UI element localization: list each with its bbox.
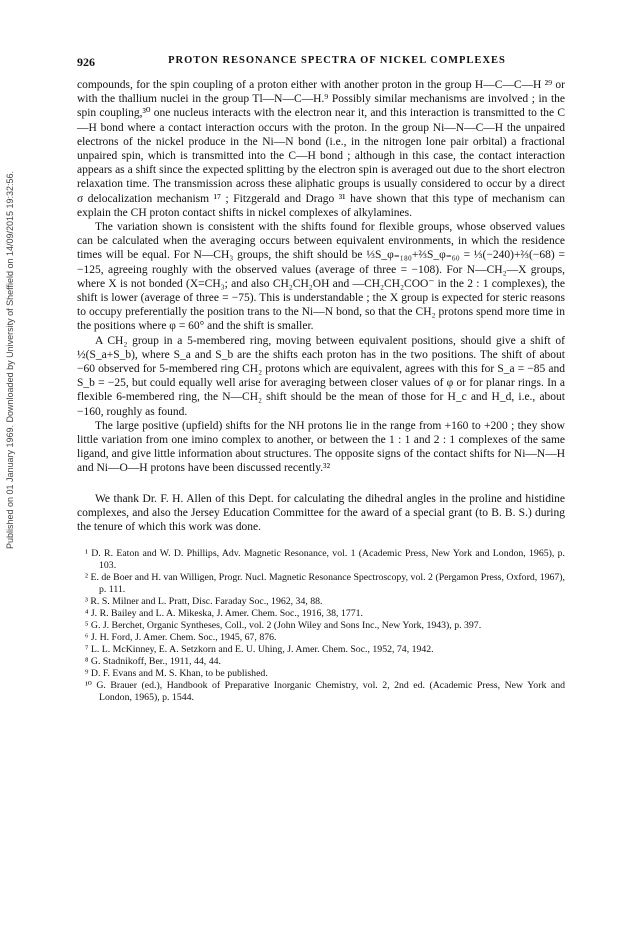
reference-item: ² E. de Boer and H. van Willigen, Progr. Nucl. Magnetic Resonance Spectroscopy, vol. 2 (Pergamon Press, Oxford, 1967), p. 111. — [85, 572, 565, 596]
reference-list — [77, 548, 565, 704]
page-header — [77, 55, 565, 70]
reference-item: ⁵ G. J. Berchet, Organic Syntheses, Coll., vol. 2 (John Wiley and Sons Inc., New York, 1943), p. 397. — [85, 620, 482, 632]
reference-item: ³ R. S. Milner and L. Pratt, Disc. Faraday Soc., 1962, 34, 88. — [85, 596, 323, 608]
reference-item: ⁷ L. L. McKinney, E. A. Setzkorn and E. U. Uhing, J. Amer. Chem. Soc., 1952, 74, 1942. — [85, 644, 434, 656]
page-number: 926 — [77, 55, 95, 69]
paragraph-ring: A CH₂ group in a 5-membered ring, moving between equivalent positions, should give a shift of ½(S_a+S_b), where S_a and S_b are the shifts each proton has in the two positions. The shift of about −60 observed for 5-membered ring CH₂ protons which are equivalent, agrees with this for S_a = −85 and S_b = −25, but could equally well arise for averaging between closer values of φ or for planar rings. In a flexible 6-membered ring, the N—CH₂ shift should be the mean of those for H_c and H_d, i.e., about −160, roughly as found. — [77, 334, 565, 418]
reference-item: ¹ D. R. Eaton and W. D. Phillips, Adv. Magnetic Resonance, vol. 1 (Academic Press, New York and London, 1965), p. 103. — [85, 548, 565, 572]
reference-item: ⁸ G. Stadnikoff, Ber., 1911, 44, 44. — [85, 656, 221, 668]
reference-item: ¹⁰ G. Brauer (ed.), Handbook of Preparative Inorganic Chemistry, vol. 2, 2nd ed. (Academic Press, New York and London, 1965), p. 1544. — [85, 680, 565, 704]
paragraph-variation: The variation shown is consistent with the shifts found for flexible groups, whose observed values can be calculated when the averaging occurs between equivalent environments, in which the residence times will be equal. For N—CH₃ groups, the shift should be ⅓S_φ₌₁₈₀+⅔S_φ₌₆₀ = ⅓(−240)+⅔(−68) = −125, agreeing roughly with the observed values (average of three = −108). For N—CH₂—X groups, where X is not bonded (X=CH₃; and also CH₂CH₂OH and —CH₂CH₂COO⁻ in the 2 : 1 complexes), the shift is lower (average of three = −75). This is understandable ; the X group is expected for steric reasons to occupy preferentially the position trans to the Ni—N bond, so that the CH₂ protons spend more time in the positions where φ = 60° and the shift is smaller. — [77, 221, 565, 333]
download-notice-text: Published on 01 January 1969. Downloaded by University of Sheffield on 14/09/2015 19:32:56. — [5, 170, 15, 550]
acknowledgements: We thank Dr. F. H. Allen of this Dept. for calculating the dihedral angles in the proline and histidine complexes, and also the Jersey Education Committee for the award of a special grant (to B. B. S.) during the tenure of which this work was done. — [77, 492, 565, 534]
paragraph-nh-shifts: The large positive (upfield) shifts for the NH protons lie in the range from +160 to +200 ; they show little variation from one imino complex to another, or between the 1 : 1 and 2 : 1 complexes of the same ligand, and give little information about structures. The opposite signs of the contact shifts for Ni—N—H and Ni—O—H protons have been discussed recently.³² — [77, 419, 565, 475]
reference-item: ⁹ D. F. Evans and M. S. Khan, to be published. — [85, 668, 268, 680]
body-text — [77, 78, 565, 534]
running-title: PROTON RESONANCE SPECTRA OF NICKEL COMPLEXES — [168, 55, 506, 66]
paragraph-continued: compounds, for the spin coupling of a proton either with another proton in the group H—C—C—H ²⁹ or with the thallium nuclei in the group Tl—N—C—H.⁹ Possibly similar mechanisms are involved ; in the spin coupling,³⁰ one nucleus interacts with the electron near it, and this interaction is transmitted to the C—H bond where a contact interaction occurs with the proton. In the group Ni—N—C—H the unpaired electrons of the nickel produce in the Ni—N bond (i.e., in the nitrogen lone pair orbital) a fractional unpaired spin, which is transmitted into the C—H bond ; although in this case, the contact interaction appears as a shift since the expected splitting by the electron spin is averaged out due to the short electron relaxation time. The transmission across these aliphatic groups is usually considered to occur by a direct σ delocalization mechanism ¹⁷ ; Fitzgerald and Drago ³¹ have shown that this type of mechanism can explain the CH proton contact shifts in nickel complexes of alkylamines. — [77, 79, 565, 219]
download-notice-sidebar — [2, 130, 18, 590]
journal-page — [77, 55, 565, 704]
reference-item: ⁶ J. H. Ford, J. Amer. Chem. Soc., 1945, 67, 876. — [85, 632, 277, 644]
reference-item: ⁴ J. R. Bailey and L. A. Mikeska, J. Amer. Chem. Soc., 1916, 38, 1771. — [85, 608, 363, 620]
